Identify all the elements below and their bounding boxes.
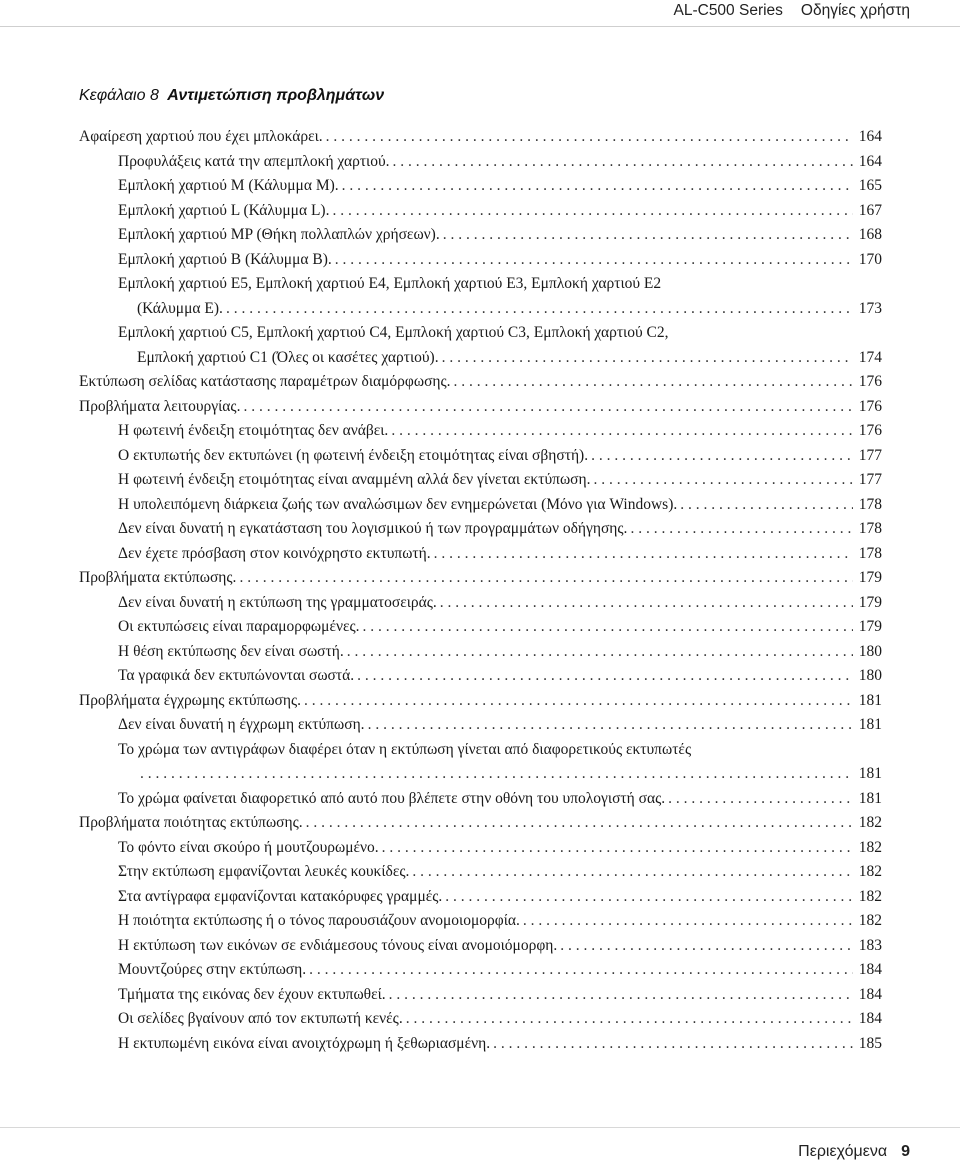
toc-entry[interactable] (79, 738, 882, 787)
toc-entry-title[interactable]: Εμπλοκή χαρτιού MP (Θήκη πολλαπλών χρήσεων). (118, 226, 440, 243)
toc-entry-title[interactable]: Προβλήματα εκτύπωσης. (79, 569, 237, 586)
toc-entry[interactable] (79, 125, 882, 150)
toc-page-number[interactable]: 174 (858, 348, 882, 366)
dot-leader (140, 762, 853, 787)
toc-page-number[interactable]: 164 (858, 152, 882, 170)
dot-leader (591, 444, 853, 469)
dot-leader (560, 934, 853, 959)
toc-page-number[interactable]: 181 (858, 789, 882, 807)
toc-page-number[interactable]: 164 (858, 128, 882, 145)
toc-entry[interactable] (79, 248, 882, 273)
toc-entry[interactable] (79, 909, 882, 934)
toc-entry[interactable] (79, 983, 882, 1008)
toc-entry[interactable] (79, 689, 882, 714)
toc-entry-title[interactable]: Εκτύπωση σελίδας κατάστασης παραμέτρων διαμόρφωσης. (79, 373, 451, 390)
dot-leader (630, 517, 853, 542)
toc-page-number[interactable]: 177 (858, 446, 882, 464)
table-of-contents (79, 125, 882, 1056)
toc-entry-title[interactable]: Προβλήματα λειτουργίας. (79, 397, 241, 415)
toc-entry[interactable] (79, 640, 882, 665)
toc-page-number[interactable]: 181 (858, 765, 882, 782)
dot-leader (309, 958, 853, 983)
toc-page-number[interactable]: 173 (858, 299, 882, 317)
footer-divider (0, 1127, 960, 1128)
toc-entry-title[interactable]: Τα γραφικά δεν εκτυπώνονται σωστά. (118, 667, 355, 684)
toc-page-number[interactable]: 179 (858, 593, 882, 611)
dot-leader (382, 836, 853, 861)
toc-page-number[interactable]: 181 (858, 691, 882, 709)
toc-page-number[interactable]: 170 (858, 250, 882, 268)
dot-leader (440, 591, 853, 616)
toc-entry[interactable] (79, 811, 882, 836)
toc-entry[interactable] (79, 1007, 882, 1032)
toc-entry-title[interactable]: Η ποιότητα εκτύπωσης ή ο τόνος παρουσιάζουν ανομοιομορφία. (118, 912, 520, 929)
toc-entry-title[interactable]: Στην εκτύπωση εμφανίζονται λευκές κουκίδες. (118, 863, 410, 880)
dot-leader (347, 640, 853, 665)
toc-page-number[interactable]: 182 (858, 814, 882, 831)
toc-page-number[interactable]: 184 (858, 985, 882, 1003)
toc-entry-title[interactable]: Η φωτεινή ένδειξη ετοιμότητας δεν ανάβει. (118, 422, 389, 439)
toc-entry[interactable] (79, 468, 882, 493)
toc-entry[interactable] (79, 885, 882, 910)
toc-entry-title[interactable]: Στα αντίγραφα εμφανίζονται κατακόρυφες γραμμές. (118, 887, 443, 905)
document-title: Οδηγίες χρήστη (800, 2, 910, 19)
toc-entry-title[interactable]: Εμπλοκή χαρτιού C1 (Όλες οι κασέτες χαρτιού). (137, 348, 439, 366)
dot-leader (342, 174, 853, 199)
toc-entry[interactable] (79, 934, 882, 959)
product-name: AL-C500 Series (673, 2, 783, 19)
toc-page-number[interactable]: 182 (858, 863, 882, 880)
toc-entry-title[interactable]: Οι σελίδες βγαίνουν από τον εκτυπωτή κενές. (118, 1010, 403, 1027)
dot-leader (594, 468, 853, 493)
dot-leader (434, 542, 853, 567)
toc-page-number[interactable]: 185 (858, 1034, 882, 1052)
toc-entry-title[interactable]: Προβλήματα ποιότητας εκτύπωσης. (79, 814, 303, 831)
toc-entry-title[interactable]: Εμπλοκή χαρτιού B (Κάλυμμα B). (118, 250, 332, 268)
dot-leader (326, 125, 853, 150)
dot-leader (523, 909, 853, 934)
dot-leader (442, 346, 853, 371)
dot-leader (335, 248, 853, 273)
toc-entry-title[interactable]: Αφαίρεση χαρτιού που έχει μπλοκάρει. (79, 128, 323, 145)
toc-page-number[interactable]: 180 (858, 667, 882, 684)
toc-entry-title[interactable]: Δεν είναι δυνατή η εκτύπωση της γραμματοσειράς. (118, 593, 437, 611)
dot-leader (680, 493, 853, 518)
header-divider (0, 26, 960, 27)
dot-leader (445, 885, 853, 910)
dot-leader (226, 297, 853, 322)
toc-entry-title[interactable]: Εμπλοκή χαρτιού M (Κάλυμμα M). (118, 177, 339, 194)
dot-leader (412, 860, 853, 885)
toc-page-number[interactable]: 178 (858, 544, 882, 562)
page-header (674, 0, 911, 22)
toc-entry[interactable] (79, 615, 882, 640)
toc-page-number[interactable]: 167 (858, 201, 882, 219)
toc-entry-title[interactable]: Εμπλοκή χαρτιού E5, Εμπλοκή χαρτιού E4, Εμπλοκή χαρτιού E3, Εμπλοκή χαρτιού E2 (118, 275, 662, 292)
toc-entry-title[interactable]: Η υπολειπόμενη διάρκεια ζωής των αναλώσιμων δεν ενημερώνεται (Μόνο για Windows). (118, 495, 678, 513)
toc-entry[interactable] (79, 1032, 882, 1057)
footer-section: Περιεχόμενα (798, 1143, 888, 1160)
dot-leader (357, 664, 853, 689)
toc-entry[interactable] (79, 395, 882, 420)
toc-entry-title[interactable]: Προφυλάξεις κατά την απεμπλοκή χαρτιού. (118, 152, 390, 170)
toc-entry-title[interactable]: Οι εκτυπώσεις είναι παραμορφωμένες. (118, 618, 360, 635)
toc-entry[interactable] (79, 199, 882, 224)
dot-leader (406, 1007, 853, 1032)
toc-page-number[interactable]: 184 (858, 1010, 882, 1027)
toc-entry[interactable] (79, 664, 882, 689)
toc-page-number[interactable]: 182 (858, 887, 882, 905)
dot-leader (391, 419, 853, 444)
toc-entry-title[interactable]: Η εκτυπωμένη εικόνα είναι ανοιχτόχρωμη ή ξεθωριασμένη. (118, 1034, 491, 1052)
toc-page-number[interactable]: 176 (858, 373, 882, 390)
dot-leader (443, 223, 853, 248)
dot-leader (304, 689, 853, 714)
toc-page-number[interactable]: 182 (858, 838, 882, 856)
dot-leader (239, 566, 853, 591)
toc-entry[interactable] (79, 517, 882, 542)
toc-entry-title[interactable]: Δεν έχετε πρόσβαση στον κοινόχρηστο εκτυπωτή. (118, 544, 431, 562)
toc-entry-title[interactable]: Εμπλοκή χαρτιού C5, Εμπλοκή χαρτιού C4, Εμπλοκή χαρτιού C3, Εμπλοκή χαρτιού C2, (118, 324, 669, 341)
toc-entry[interactable] (79, 419, 882, 444)
toc-entry-title[interactable]: Το φόντο είναι σκούρο ή μουτζουρωμένο. (118, 838, 379, 856)
toc-page-number[interactable]: 182 (858, 912, 882, 929)
toc-page-number[interactable]: 178 (858, 520, 882, 537)
toc-entry-title[interactable]: Η θέση εκτύπωσης δεν είναι σωστή. (118, 642, 344, 660)
toc-entry-title[interactable]: Η εκτύπωση των εικόνων σε ενδιάμεσους τόνους είναι ανομοιόμορφη. (118, 936, 558, 954)
page-footer (798, 1143, 910, 1161)
toc-entry[interactable] (79, 493, 882, 518)
toc-entry[interactable] (79, 370, 882, 395)
toc-entry[interactable] (79, 223, 882, 248)
toc-page-number[interactable]: 176 (858, 422, 882, 439)
toc-page-number[interactable]: 178 (858, 495, 882, 513)
toc-entry[interactable] (79, 542, 882, 567)
toc-entry[interactable] (79, 591, 882, 616)
toc-page-number[interactable]: 165 (858, 177, 882, 194)
dot-leader (306, 811, 853, 836)
toc-entry-title[interactable]: Ο εκτυπωτής δεν εκτυπώνει (η φωτεινή ένδειξη ετοιμότητας είναι σβηστή). (118, 446, 589, 464)
toc-entry-title[interactable]: Προβλήματα έγχρωμης εκτύπωσης. (79, 691, 302, 709)
toc-page-number[interactable]: 176 (858, 397, 882, 415)
toc-entry-title[interactable]: Μουντζούρες στην εκτύπωση. (118, 961, 307, 978)
toc-page-number[interactable]: 179 (858, 618, 882, 635)
chapter-title: Αντιμετώπιση προβλημάτων (167, 87, 385, 104)
toc-entry[interactable] (79, 787, 882, 812)
dot-leader (668, 787, 853, 812)
toc-entry[interactable] (79, 566, 882, 591)
page-number: 9 (901, 1143, 910, 1160)
toc-page-number[interactable]: 179 (858, 569, 882, 586)
toc-entry-title[interactable]: Το χρώμα των αντιγράφων διαφέρει όταν η εκτύπωση γίνεται από διαφορετικούς εκτυπωτές (118, 740, 692, 758)
toc-entry[interactable] (79, 444, 882, 469)
toc-page-number[interactable]: 184 (858, 961, 882, 978)
dot-leader (493, 1032, 853, 1057)
toc-entry[interactable] (79, 836, 882, 861)
toc-page-number[interactable]: 177 (858, 471, 882, 488)
dot-leader (454, 370, 853, 395)
dot-leader (393, 150, 853, 175)
toc-page-number[interactable]: 168 (858, 226, 882, 243)
dot-leader (389, 983, 853, 1008)
chapter-label: Κεφάλαιο 8 (79, 87, 159, 104)
toc-entry[interactable] (79, 860, 882, 885)
dot-leader (243, 395, 853, 420)
toc-entry-title[interactable]: Το χρώμα φαίνεται διαφορετικό από αυτό που βλέπετε στην οθόνη του υπολογιστή σας. (118, 789, 666, 807)
toc-page-number[interactable]: 180 (858, 642, 882, 660)
toc-page-number[interactable]: 181 (858, 716, 882, 733)
toc-entry-title[interactable]: Δεν είναι δυνατή η έγχρωμη εκτύπωση. (118, 716, 365, 733)
chapter-heading (79, 87, 384, 105)
toc-page-number[interactable]: 183 (858, 936, 882, 954)
toc-entry[interactable] (79, 150, 882, 175)
toc-entry[interactable] (79, 958, 882, 983)
toc-entry-title[interactable]: Η φωτεινή ένδειξη ετοιμότητας είναι αναμμένη αλλά δεν γίνεται εκτύπωση. (118, 471, 591, 488)
toc-entry[interactable] (79, 272, 882, 321)
toc-entry[interactable] (79, 713, 882, 738)
toc-entry-title[interactable]: Τμήματα της εικόνας δεν έχουν εκτυπωθεί. (118, 985, 386, 1003)
toc-entry[interactable] (79, 321, 882, 370)
dot-leader (332, 199, 853, 224)
toc-entry-title[interactable]: Εμπλοκή χαρτιού L (Κάλυμμα L). (118, 201, 330, 219)
toc-entry-title[interactable]: (Κάλυμμα E). (137, 299, 223, 317)
dot-leader (368, 713, 853, 738)
dot-leader (362, 615, 853, 640)
toc-entry-title[interactable]: Δεν είναι δυνατή η εγκατάσταση του λογισμικού ή των προγραμμάτων οδήγησης. (118, 520, 628, 537)
toc-entry[interactable] (79, 174, 882, 199)
